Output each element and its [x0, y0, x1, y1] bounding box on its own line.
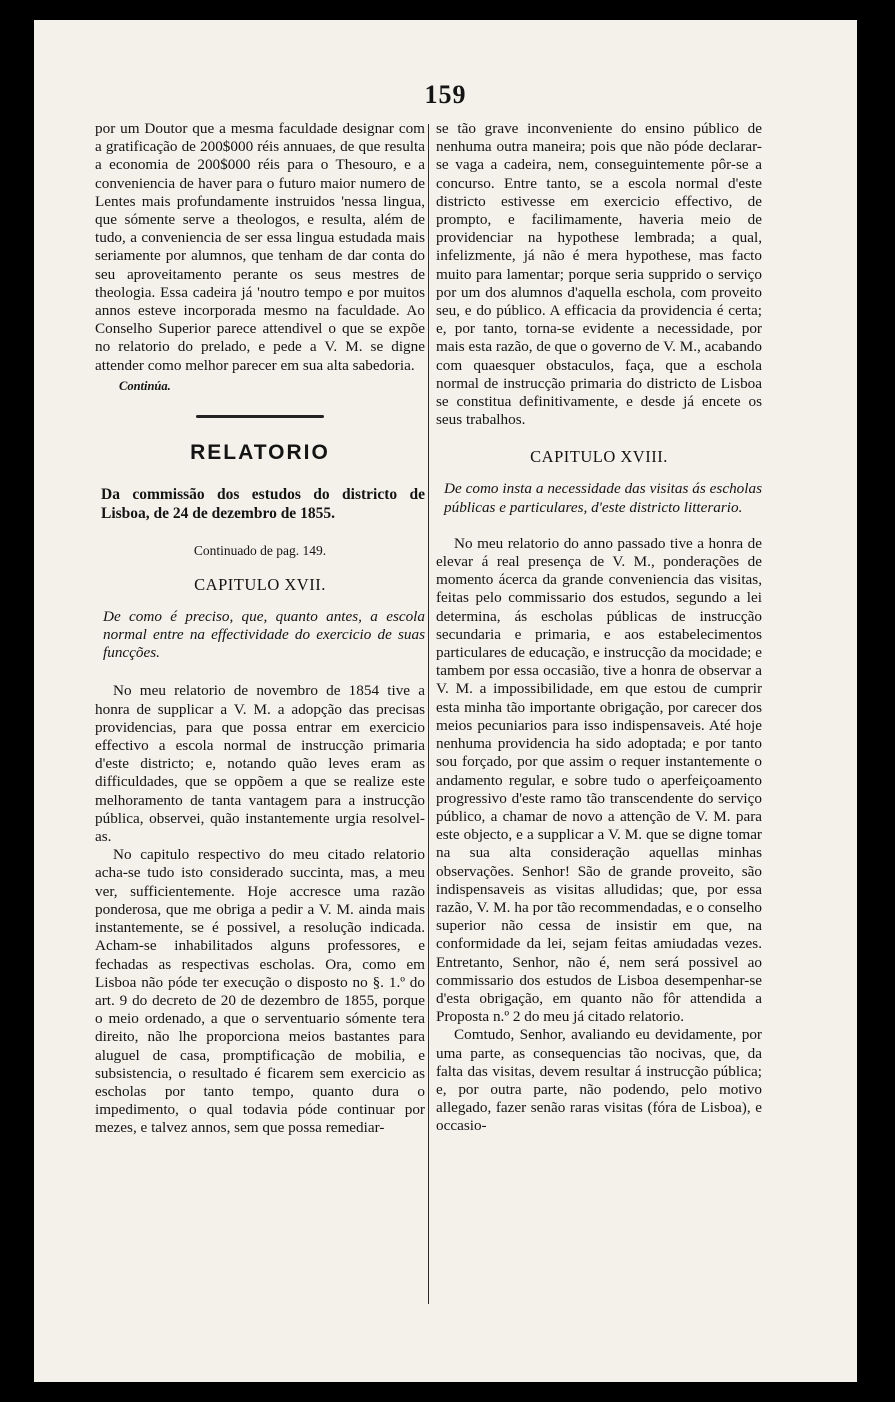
page-number: 159 [424, 80, 467, 109]
section-rule [196, 415, 324, 418]
continuado-note: Continuado de pag. 149. [193, 542, 327, 558]
chapter-xvii-subtitle: De como é preciso, que, quanto antes, a escola normal entre na effectividade do exercicio de suas funcções. [103, 607, 425, 662]
commission-heading: Da commissão dos estudos do districto de Lisboa, de 24 de dezembro de 1855. [101, 485, 425, 522]
chapter-xvii-title: CAPITULO XVII. [194, 574, 326, 594]
intro-paragraph: por um Doutor que a mesma faculdade designar com a gratificação de 200$000 réis annuaes, de que resulta a economia de 200$000 réis para o Thesouro, e a conveniencia de haver para o futuro maior numero de Lentes mais profundamente instruidos 'nessa lingua, que sómente serve a theologos, e resulta, além de tudo, a conveniencia de ser essa lingua estudada mais seriamente por alumnos, que tenham de dar conta do seu aproveitamento perante os seus mestres de theologia. Essa cadeira já 'noutro tempo e por muitos annos esteve incorporada mesmo na faculdade. Ao Conselho Superior parece attendivel o que se expõe no relatorio do prelado, e pede a V. M. se digne attender como melhor parecer em sua alta sabedoria. [95, 120, 425, 374]
continua-note: Continúa. [119, 378, 171, 393]
relatorio-title: RELATORIO [190, 440, 330, 464]
chapter-xviii-subtitle: De como insta a necessidade das visitas ás escholas públicas e particulares, d'este districto litterario. [444, 480, 762, 516]
chapter-xvii-paragraph-2: No capitulo respectivo do meu citado relatorio acha-se tudo isto considerado succinta, mas, a meu ver, sufficientemente. Hoje accresce uma razão ponderosa, que me obriga a pedir a V. M. ainda mais instantemente, se é possivel, a resolução indicada. Acham-se inhabilitados alguns professores, e fechadas as respectivas escholas. Ora, como em Lisboa não póde ter execução o disposto no §. 1.º do art. 9 do decreto de 20 de dezembro de 1855, porque o meio ordenado, a que o serventuario sómente tera direito, não lhe proporciona meios bastantes para aluguel de casa, promptificação de mobilia, e subsistencia, o resultado é ficarem sem exercicio as escholas por tanto tempo, quanto dura o impedimento, o qual todavia póde continuar por mezes, e talvez annos, sem que possa remediar- [95, 846, 425, 1137]
newspaper-page [34, 20, 857, 1382]
chapter-xvii-paragraph-1: No meu relatorio de novembro de 1854 tive a honra de supplicar a V. M. a adopção das precisas providencias, para que possa entrar em exercicio effectivo a escola normal de instrucção primaria d'este districto; e, notando quão leves eram as difficuldades, que se oppõem a que se realize este melhoramento de tanta vantagem para a instrucção pública, observei, quão instantemente urgia resolvel-as. [95, 682, 425, 846]
column-divider [428, 124, 429, 1304]
chapter-xviii-title: CAPITULO XVIII. [530, 447, 668, 467]
continued-paragraph: se tão grave inconveniente do ensino público de nenhuma outra maneira; pois que não póde declarar-se vaga a cadeira, nem, conseguintemente pôr-se a concurso. Entre tanto, se a escola normal d'este districto estivesse em exercicio effectivo, de prompto, e facilimamente, haveria meio de providenciar na hypothese lembrada; a qual, infelizmente, já não é mera hypothese, mas facto muito para lamentar; porque seria supprido o serviço por um dos alumnos d'aquella eschola, com proveito seu, e do público. A efficacia da providencia é certa; e, por tanto, torna-se evidente a necessidade, por mais esta razão, de que o governo de V. M., acabando com quaesquer obstaculos, faça, que a eschola normal de instrucção primaria do districto de Lisboa se constitua definitivamente, e desde já encete os seus trabalhos. [436, 120, 762, 429]
chapter-xviii-paragraph-1: No meu relatorio do anno passado tive a honra de elevar á real presença de V. M., ponderações de momento ácerca da grande conveniencia das visitas, feitas pelo commissario dos estudos, segundo a lei determina, ás escholas públicas de instrucção secundaria e primaria, e aos estabelecimentos particulares de educação, e instrucção da mocidade; e tambem por essa occasião, tive a honra de observar a V. M. a impossibilidade, em que estou de cumprir esta minha tão importante obrigação, por carecer dos meios pecuniarios para isso indispensaveis. Até hoje nenhuma providencia ha sido adoptada; e por tanto sou forçado, por que assim o requer instantemente o andamento regular, e sobre tudo o aperfeiçoamento progressivo d'este ramo tão transcendente do serviço público, a chamar de novo a attenção de V. M. para este objecto, e a supplicar a V. M. que se digne tomar na sua alta consideração aquellas minhas observações. Senhor! São de grande proveito, são indispensaveis as visitas alludidas; que, por essa razão, V. M. ha por tão recommendadas, e o conselho superior não cessa de insistir em que, na conformidade da lei, sejam feitas amiudadas vezes. Entretanto, Senhor, não é, nem será possivel ao commissario dos estudos de Lisboa desempenhar-se d'esta obrigação, em quanto não fôr attendida a Proposta n.º 2 do meu já citado relatorio. [436, 534, 762, 1026]
chapter-xviii-paragraph-2: Comtudo, Senhor, avaliando eu devidamente, por uma parte, as consequencias tão nocivas, que, da falta das visitas, devem resultar á instrucção pública; e, por outra parte, não podendo, pelo motivo allegado, fazer senão raras visitas (fóra de Lisboa), e occasio- [436, 1026, 762, 1135]
left-column [95, 120, 425, 1138]
right-column [436, 120, 762, 1136]
